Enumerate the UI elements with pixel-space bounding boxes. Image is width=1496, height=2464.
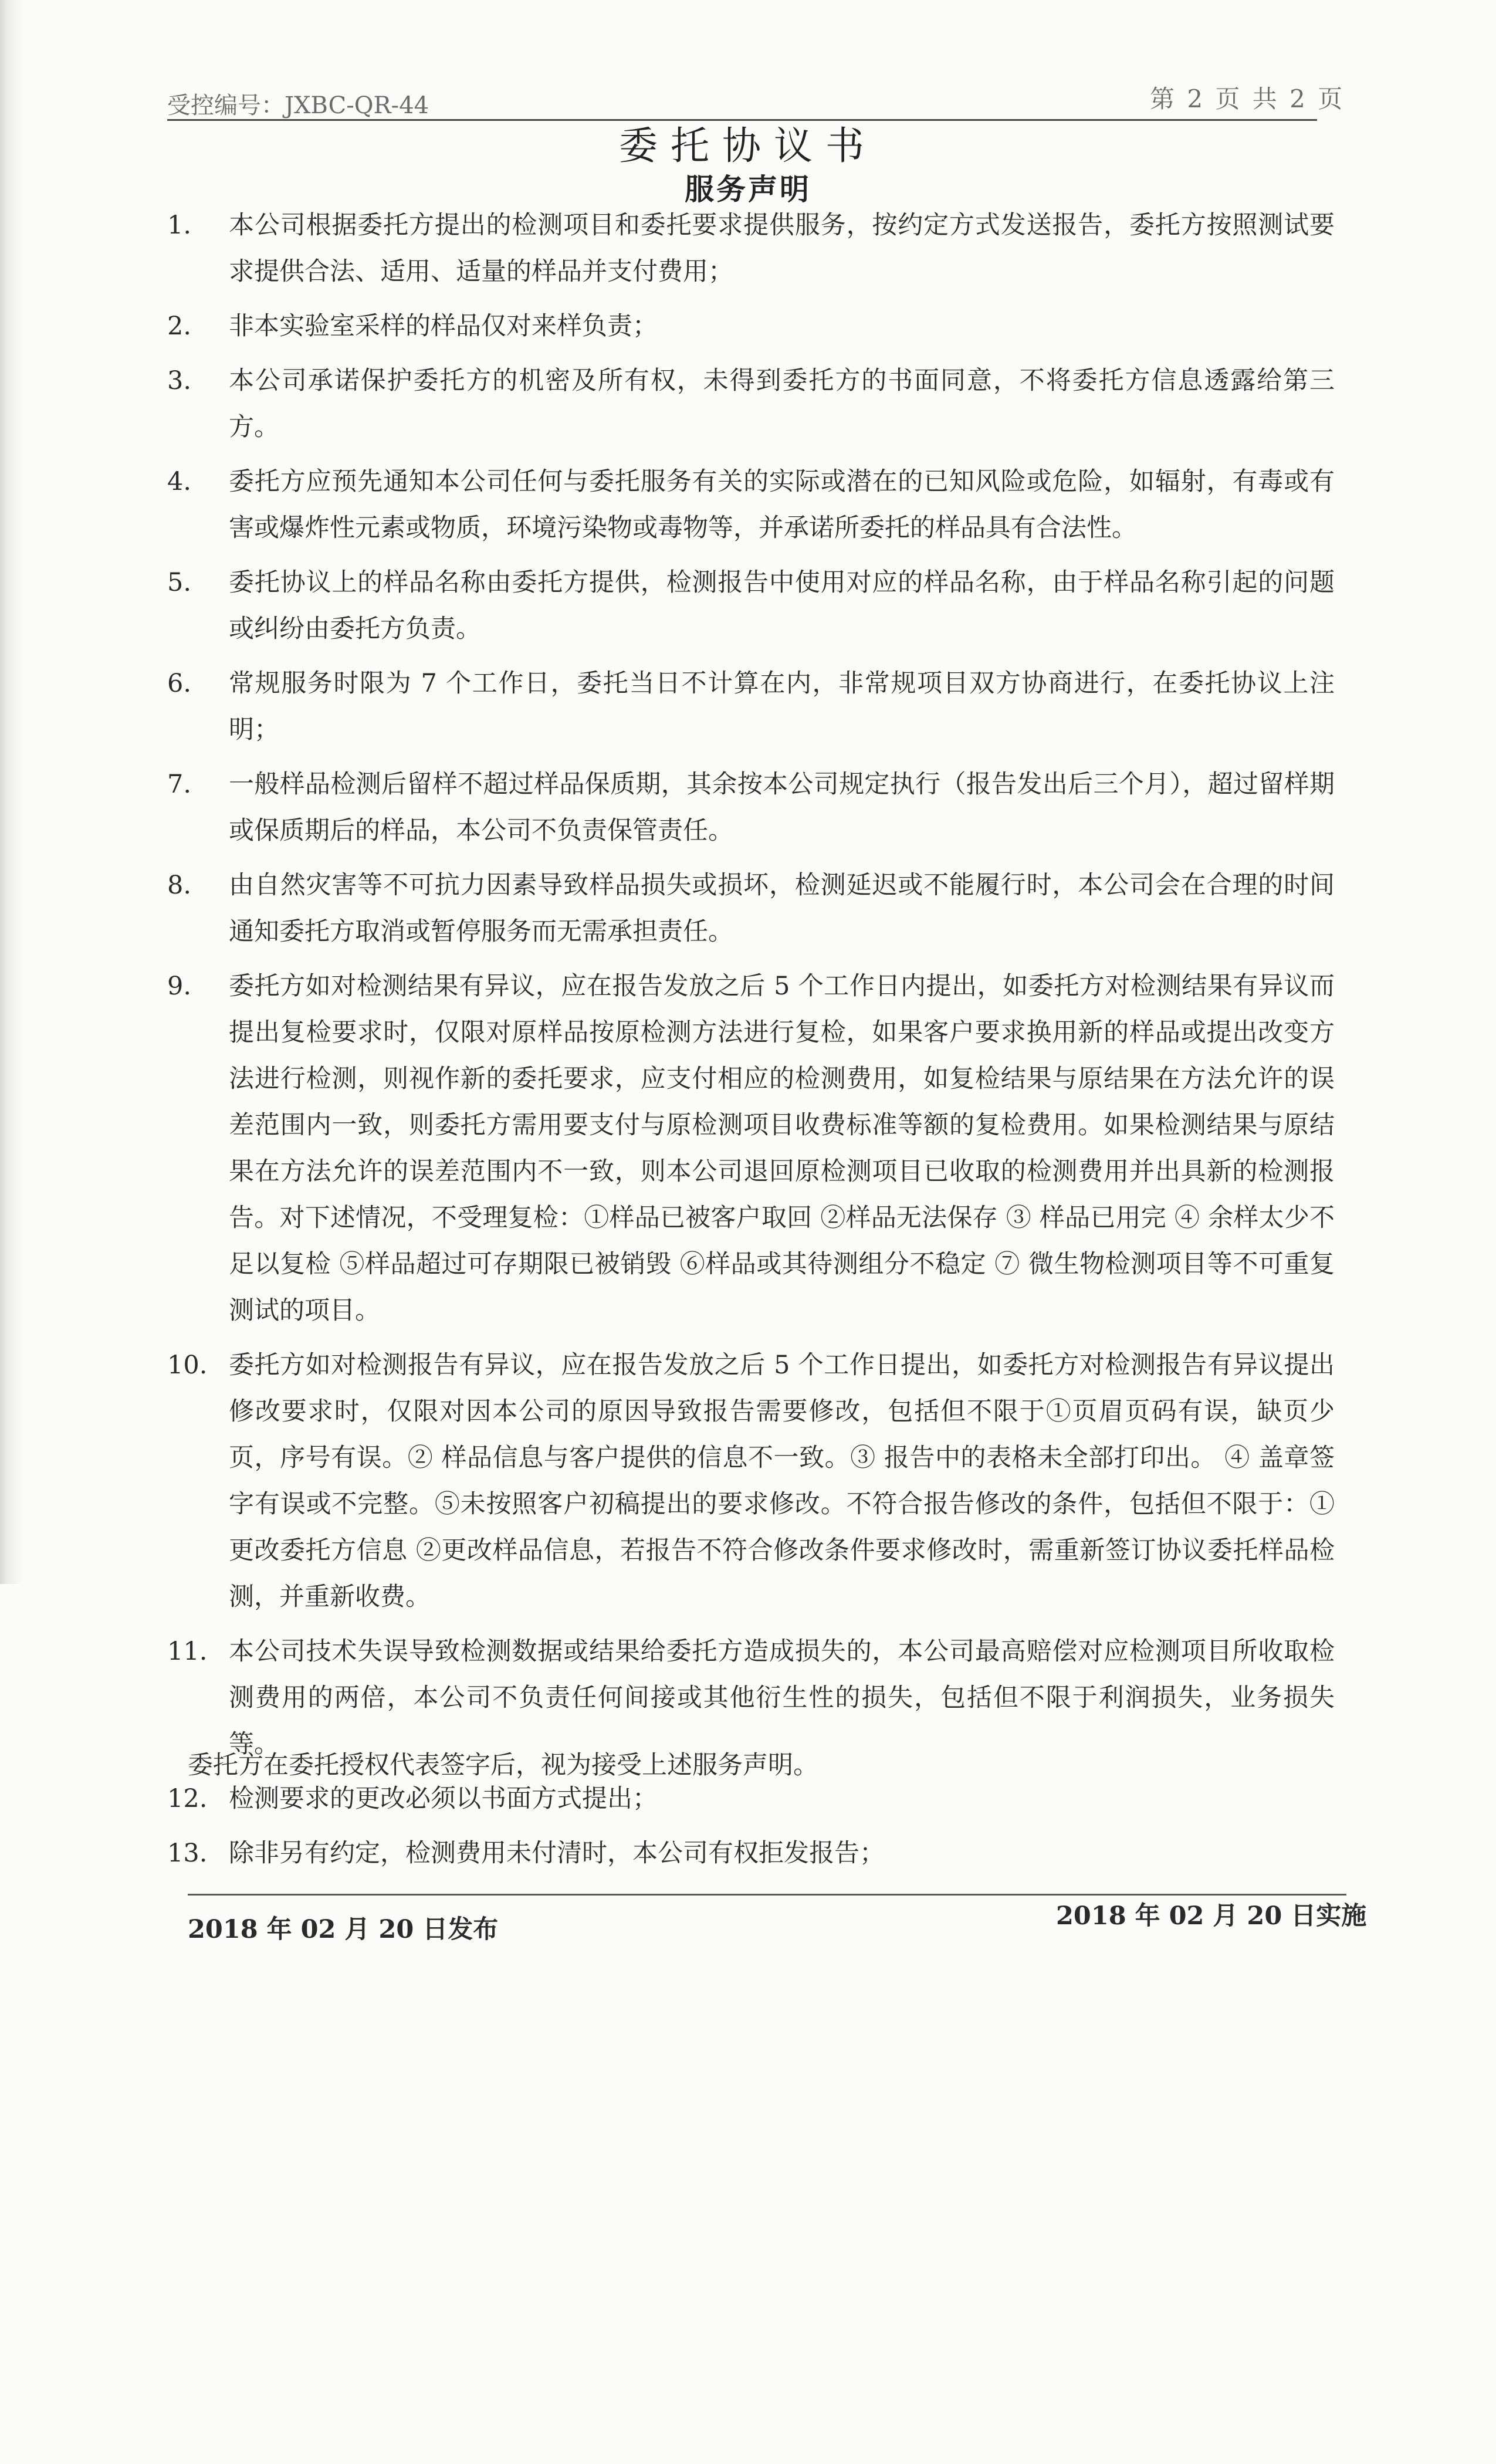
clause-2: [167, 303, 1335, 350]
clause-number: 5.: [167, 568, 192, 597]
clause-5: [167, 560, 1335, 652]
clause-number: 4.: [167, 467, 192, 496]
clause-number: 10.: [167, 1351, 208, 1380]
clause-number: 13.: [167, 1839, 208, 1868]
control-number: 受控编号：JXBC-QR-44: [167, 92, 429, 119]
clause-number: 11.: [167, 1637, 208, 1666]
page-indicator: 第 2 页 共 2 页: [1150, 84, 1345, 113]
clause-13: [167, 1830, 1335, 1877]
effective-date: 2018 年 02 月 20 日实施: [1056, 1901, 1367, 1931]
clause-text: 本公司承诺保护委托方的机密及所有权，未得到委托方的书面同意，不将委托方信息透露给第三方。: [229, 366, 1335, 442]
closing-statement: 委托方在委托授权代表签字后，视为接受上述服务声明。: [188, 1751, 818, 1780]
clause-text: 本公司技术失误导致检测数据或结果给委托方造成损失的，本公司最高赔偿对应检测项目所收取检测费用的两倍，本公司不负责任何间接或其他衍生性的损失，包括但不限于利润损失，业务损失等。: [229, 1637, 1335, 1759]
clause-10: [167, 1342, 1335, 1620]
clause-text: 委托方如对检测结果有异议，应在报告发放之后 5 个工作日内提出，如委托方对检测结果有异议而提出复检要求时，仅限对原样品按原检测方法进行复检，如果客户要求换用新的样品或提出改变方法进行检测，则视作新的委托要求，应支付相应的检测费用，如复检结果与原结果在方法允许的误差范围内一致，则委托方需用要支付与原检测项目收费标准等额的复检费用。如果检测结果与原结果在方法允许的误差范围内不一致，则本公司退回原检测项目已收取的检测费用并出具新的检测报告。对下述情况，不受理复检：①样品已被客户取回 ②样品无法保存 ③ 样品已用完 ④ 余样太少不足以复检 ⑤样品超过可存期限已被销毁 ⑥样品或其待测组分不稳定 ⑦ 微生物检测项目等不可重复测试的项目。: [229, 972, 1335, 1325]
clause-3: [167, 358, 1335, 451]
clause-number: 2.: [167, 312, 192, 341]
clause-6: [167, 661, 1335, 753]
clause-list: [167, 202, 1335, 1885]
clause-number: 1.: [167, 211, 192, 240]
clause-number: 9.: [167, 972, 192, 1001]
clause-text: 委托协议上的样品名称由委托方提供，检测报告中使用对应的样品名称，由于样品名称引起的问题或纠纷由委托方负责。: [229, 568, 1335, 644]
clause-9: [167, 963, 1335, 1334]
document-subtitle: 服务声明: [685, 172, 811, 207]
clause-number: 3.: [167, 366, 192, 395]
clause-number: 8.: [167, 871, 192, 900]
clause-text: 委托方如对检测报告有异议，应在报告发放之后 5 个工作日提出，如委托方对检测报告有异议提出修改要求时，仅限对因本公司的原因导致报告需要修改，包括但不限于①页眉页码有误，缺页少页，序号有误。② 样品信息与客户提供的信息不一致。③ 报告中的表格未全部打印出。 ④ 盖章签字有误或不完整。⑤未按照客户初稿提出的要求修改。不符合报告修改的条件，包括但不限于：①更改委托方信息 ②更改样品信息，若报告不符合修改条件要求修改时，需重新签订协议委托样品检测，并重新收费。: [229, 1351, 1335, 1612]
clause-number: 12.: [167, 1784, 208, 1813]
clause-8: [167, 862, 1335, 955]
clause-text: 常规服务时限为 7 个工作日，委托当日不计算在内，非常规项目双方协商进行，在委托协议上注明；: [229, 669, 1335, 744]
clause-text: 由自然灾害等不可抗力因素导致样品损失或损坏，检测延迟或不能履行时，本公司会在合理的时间通知委托方取消或暂停服务而无需承担责任。: [229, 871, 1335, 946]
clause-text: 一般样品检测后留样不超过样品保质期，其余按本公司规定执行（报告发出后三个月），超过留样期或保质期后的样品，本公司不负责保管责任。: [229, 770, 1335, 845]
clause-7: [167, 761, 1335, 854]
clause-text: 本公司根据委托方提出的检测项目和委托要求提供服务，按约定方式发送报告，委托方按照测试要求提供合法、适用、适量的样品并支付费用；: [229, 211, 1335, 286]
clause-number: 6.: [167, 669, 192, 698]
clause-text: 除非另有约定，检测费用未付清时，本公司有权拒发报告；: [229, 1839, 885, 1868]
footer-divider: [188, 1894, 1346, 1896]
scan-shadow-edge: [0, 0, 23, 1584]
clause-1: [167, 202, 1335, 295]
clause-text: 非本实验室采样的样品仅对来样负责；: [229, 312, 658, 341]
clause-number: 7.: [167, 770, 192, 799]
document-title: 委托协议书: [619, 123, 877, 168]
issue-date: 2018 年 02 月 20 日发布: [188, 1915, 499, 1944]
clause-4: [167, 459, 1335, 551]
clause-text: 检测要求的更改必须以书面方式提出；: [229, 1784, 658, 1813]
clause-text: 委托方应预先通知本公司任何与委托服务有关的实际或潜在的已知风险或危险，如辐射，有毒或有害或爆炸性元素或物质，环境污染物或毒物等，并承诺所委托的样品具有合法性。: [229, 467, 1335, 543]
